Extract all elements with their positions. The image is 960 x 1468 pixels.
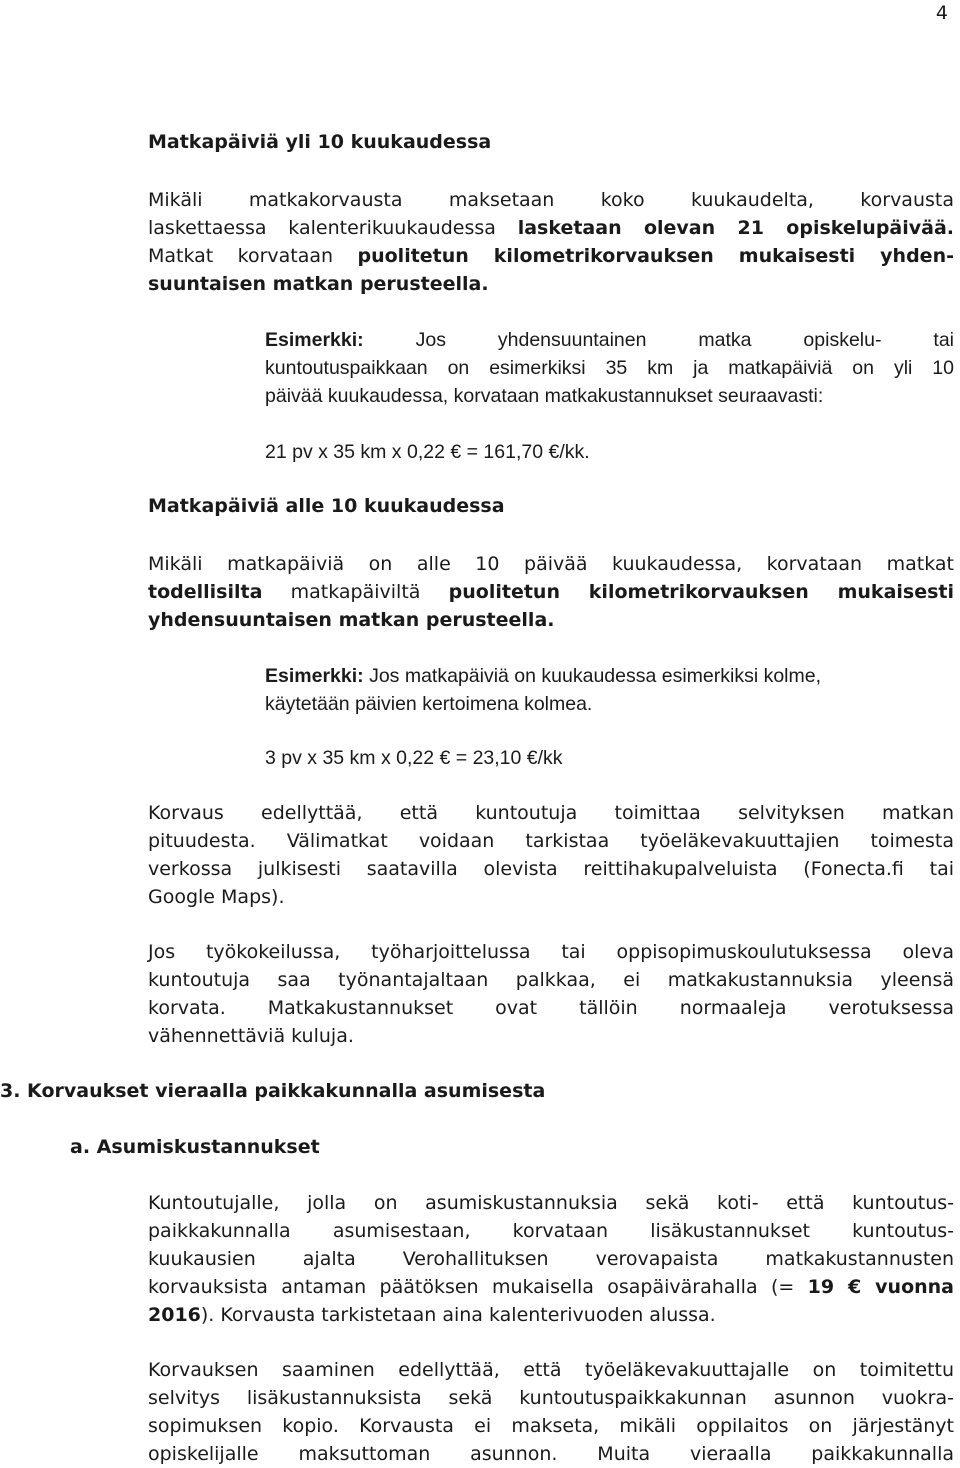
text-line bbox=[148, 214, 954, 242]
text-line: Jos työkokeilussa, työharjoittelussa tai oppisopimuskoulutuksessa oleva bbox=[148, 941, 954, 963]
text-fragment: Jos matkapäiviä on kuukaudessa esimerkiksi kolme, bbox=[369, 665, 822, 687]
text-line: korvata. Matkakustannukset ovat tällöin normaaleja verotuksessa bbox=[148, 997, 954, 1019]
example-under-10 bbox=[265, 662, 954, 718]
text-line: käytetään päivien kertoimena kolmea. bbox=[265, 693, 593, 715]
formula-over-10: 21 pv x 35 km x 0,22 € = 161,70 €/kk. bbox=[265, 441, 590, 463]
text-line: suuntaisen matkan perusteella. bbox=[148, 273, 489, 295]
text-line bbox=[265, 326, 954, 354]
text-fragment: Matkat korvataan bbox=[148, 245, 358, 267]
text-line bbox=[148, 578, 954, 606]
text-line: päivää kuukaudessa, korvataan matkakustannukset seuraavasti: bbox=[265, 385, 824, 407]
text-line: yhdensuuntaisen matkan perusteella. bbox=[148, 609, 555, 631]
paragraph-salary-note bbox=[148, 938, 954, 1050]
text-line: kuukausien ajalta Verohallituksen verovapaista matkakustannusten bbox=[148, 1248, 954, 1270]
text-line: paikkakunnalla asumisestaan, korvataan lisäkustannukset kuntoutus- bbox=[148, 1220, 954, 1242]
text-line: opiskelijalle maksuttoman asunnon. Muita vieraalla paikkakunnalla bbox=[148, 1443, 954, 1465]
text-fragment: matkapäiviltä bbox=[262, 581, 449, 603]
text-line: pituudesta. Välimatkat voidaan tarkistaa työeläkevakuuttajien toimesta bbox=[148, 830, 954, 852]
subsection-heading-a: a. Asumiskustannukset bbox=[70, 1136, 320, 1158]
text-line: verkossa julkisesti saatavilla olevista reittihakupalveluista (Fonecta.fi tai bbox=[148, 858, 954, 880]
bold-text: puolitetun kilometrikorvauksen mukaisesti bbox=[448, 581, 954, 603]
text-fragment: Jos yhdensuuntainen matka opiskelu- tai bbox=[415, 329, 955, 351]
section-heading-3: 3. Korvaukset vieraalla paikkakunnalla asumisesta bbox=[0, 1080, 546, 1102]
bold-text: puolitetun kilometrikorvauksen mukaisesti yhden- bbox=[357, 245, 954, 267]
text-line: kuntoutuspaikkaan on esimerkiksi 35 km ja matkapäiviä on yli 10 bbox=[265, 357, 954, 379]
text-line bbox=[148, 242, 954, 270]
paragraph-housing bbox=[148, 1189, 954, 1329]
paragraph-under-10 bbox=[148, 550, 954, 634]
bold-text: lasketaan olevan 21 opiskelupäivää. bbox=[517, 217, 955, 239]
example-over-10 bbox=[265, 326, 954, 410]
text-line bbox=[265, 662, 954, 690]
text-line: vähennettäviä kuluja. bbox=[148, 1025, 354, 1047]
text-line: selvitys lisäkustannuksista sekä kuntoutuspaikkakunnan asunnon vuokra- bbox=[148, 1387, 954, 1409]
text-line bbox=[148, 1301, 954, 1329]
bold-text: todellisilta bbox=[148, 581, 263, 603]
text-line: Google Maps). bbox=[148, 886, 285, 908]
text-fragment: korvauksista antaman päätöksen mukaisella osapäivärahalla (= bbox=[148, 1276, 808, 1298]
text-line: sopimuksen kopio. Korvausta ei makseta, mikäli oppilaitos on järjestänyt bbox=[148, 1415, 954, 1437]
text-line: Korvaus edellyttää, että kuntoutuja toimittaa selvityksen matkan bbox=[148, 802, 954, 824]
paragraph-housing-requirements bbox=[148, 1356, 954, 1468]
example-label: Esimerkki: bbox=[265, 665, 364, 687]
section-heading-over-10: Matkapäiviä yli 10 kuukaudessa bbox=[148, 131, 492, 153]
text-line bbox=[148, 1273, 954, 1301]
text-fragment: ). Korvausta tarkistetaan aina kalenterivuoden alussa. bbox=[200, 1304, 716, 1326]
example-label: Esimerkki: bbox=[265, 329, 364, 351]
text-line: Kuntoutujalle, jolla on asumiskustannuksia sekä koti- että kuntoutus- bbox=[148, 1192, 954, 1214]
text-line: kuntoutuja saa työnantajaltaan palkkaa, ei matkakustannuksia yleensä bbox=[148, 969, 954, 991]
text-line: Korvauksen saaminen edellyttää, että työeläkevakuuttajalle on toimitettu bbox=[148, 1359, 954, 1381]
bold-text: 19 € vuonna bbox=[807, 1276, 954, 1298]
text-fragment: laskettaessa kalenterikuukaudessa bbox=[148, 217, 518, 239]
text-line: Mikäli matkakorvausta maksetaan koko kuukaudelta, korvausta bbox=[148, 189, 954, 211]
formula-under-10: 3 pv x 35 km x 0,22 € = 23,10 €/kk bbox=[265, 747, 563, 769]
page-number: 4 bbox=[935, 2, 948, 24]
paragraph-route-check bbox=[148, 799, 954, 911]
bold-text: 2016 bbox=[148, 1304, 201, 1326]
paragraph-over-10 bbox=[148, 186, 954, 298]
section-heading-under-10: Matkapäiviä alle 10 kuukaudessa bbox=[148, 495, 505, 517]
text-line: Mikäli matkapäiviä on alle 10 päivää kuukaudessa, korvataan matkat bbox=[148, 553, 954, 575]
